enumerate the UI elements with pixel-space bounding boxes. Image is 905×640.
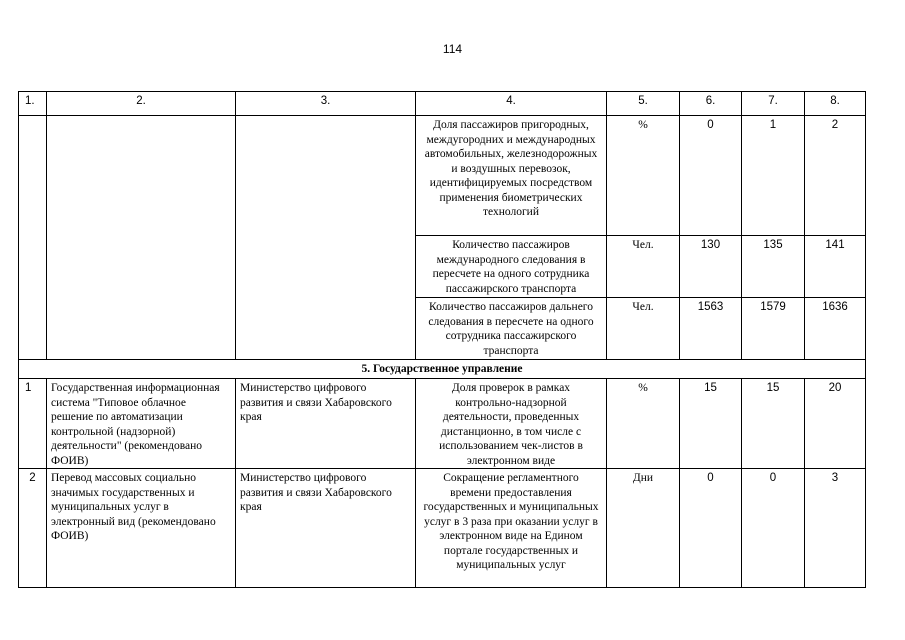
indicator-cell: Сокращение регламентного времени предоставления государственных и муниципальных услуг в 3 раза при оказании услуг в электронном виде на Едином портале государственных и муниципальных услуг bbox=[416, 469, 607, 588]
value-cell: 1 bbox=[742, 116, 805, 236]
unit-cell: Чел. bbox=[607, 298, 680, 360]
value-cell: 130 bbox=[680, 236, 742, 298]
indicator-cell: Количество пассажиров дальнего следования в пересчете на одного сотрудника пассажирского транспорта bbox=[416, 298, 607, 360]
header-cell: 6. bbox=[680, 92, 742, 116]
value-cell: 1579 bbox=[742, 298, 805, 360]
executor-cell bbox=[236, 116, 416, 360]
unit-cell: % bbox=[607, 116, 680, 236]
project-cell: Перевод массовых социально значимых государственных и муниципальных услуг в электронный вид (рекомендовано ФОИВ) bbox=[47, 469, 236, 588]
project-cell: Государственная информационная система "Типовое облачное решение по автоматизации контрольной (надзорной) деятельности" (рекомендовано ФОИВ) bbox=[47, 379, 236, 469]
table-row bbox=[19, 116, 866, 236]
value-cell: 15 bbox=[742, 379, 805, 469]
value-cell: 0 bbox=[742, 469, 805, 588]
value-cell: 141 bbox=[805, 236, 866, 298]
index-cell bbox=[19, 116, 47, 360]
indicators-table bbox=[18, 91, 866, 588]
header-cell: 7. bbox=[742, 92, 805, 116]
value-cell: 3 bbox=[805, 469, 866, 588]
indicator-cell: Количество пассажиров международного следования в пересчете на одного сотрудника пассажирского транспорта bbox=[416, 236, 607, 298]
value-cell: 1636 bbox=[805, 298, 866, 360]
unit-cell: Чел. bbox=[607, 236, 680, 298]
indicator-cell: Доля пассажиров пригородных, междугородних и международных автомобильных, железнодорожных и воздушных перевозок, идентифицируемых посредством применения биометрических технологий bbox=[416, 116, 607, 236]
page-number: 114 bbox=[442, 42, 463, 56]
table-row bbox=[19, 469, 866, 588]
table-row bbox=[19, 379, 866, 469]
value-cell: 0 bbox=[680, 116, 742, 236]
project-cell bbox=[47, 116, 236, 360]
header-cell: 1. bbox=[19, 92, 47, 116]
value-cell: 0 bbox=[680, 469, 742, 588]
section-title: 5. Государственное управление bbox=[19, 360, 866, 379]
executor-cell: Министерство цифрового развития и связи Хабаровского края bbox=[236, 379, 416, 469]
header-cell: 3. bbox=[236, 92, 416, 116]
executor-cell: Министерство цифрового развития и связи Хабаровского края bbox=[236, 469, 416, 588]
value-cell: 20 bbox=[805, 379, 866, 469]
header-cell: 2. bbox=[47, 92, 236, 116]
header-cell: 8. bbox=[805, 92, 866, 116]
unit-cell: Дни bbox=[607, 469, 680, 588]
unit-cell: % bbox=[607, 379, 680, 469]
value-cell: 135 bbox=[742, 236, 805, 298]
header-row bbox=[19, 92, 866, 116]
header-cell: 4. bbox=[416, 92, 607, 116]
section-row bbox=[19, 360, 866, 379]
value-cell: 1563 bbox=[680, 298, 742, 360]
value-cell: 15 bbox=[680, 379, 742, 469]
index-cell: 2 bbox=[19, 469, 47, 588]
value-cell: 2 bbox=[805, 116, 866, 236]
indicator-cell: Доля проверок в рамках контрольно-надзорной деятельности, проведенных дистанционно, в том числе с использованием чек-листов в электронном виде bbox=[416, 379, 607, 469]
index-cell: 1 bbox=[19, 379, 47, 469]
header-cell: 5. bbox=[607, 92, 680, 116]
